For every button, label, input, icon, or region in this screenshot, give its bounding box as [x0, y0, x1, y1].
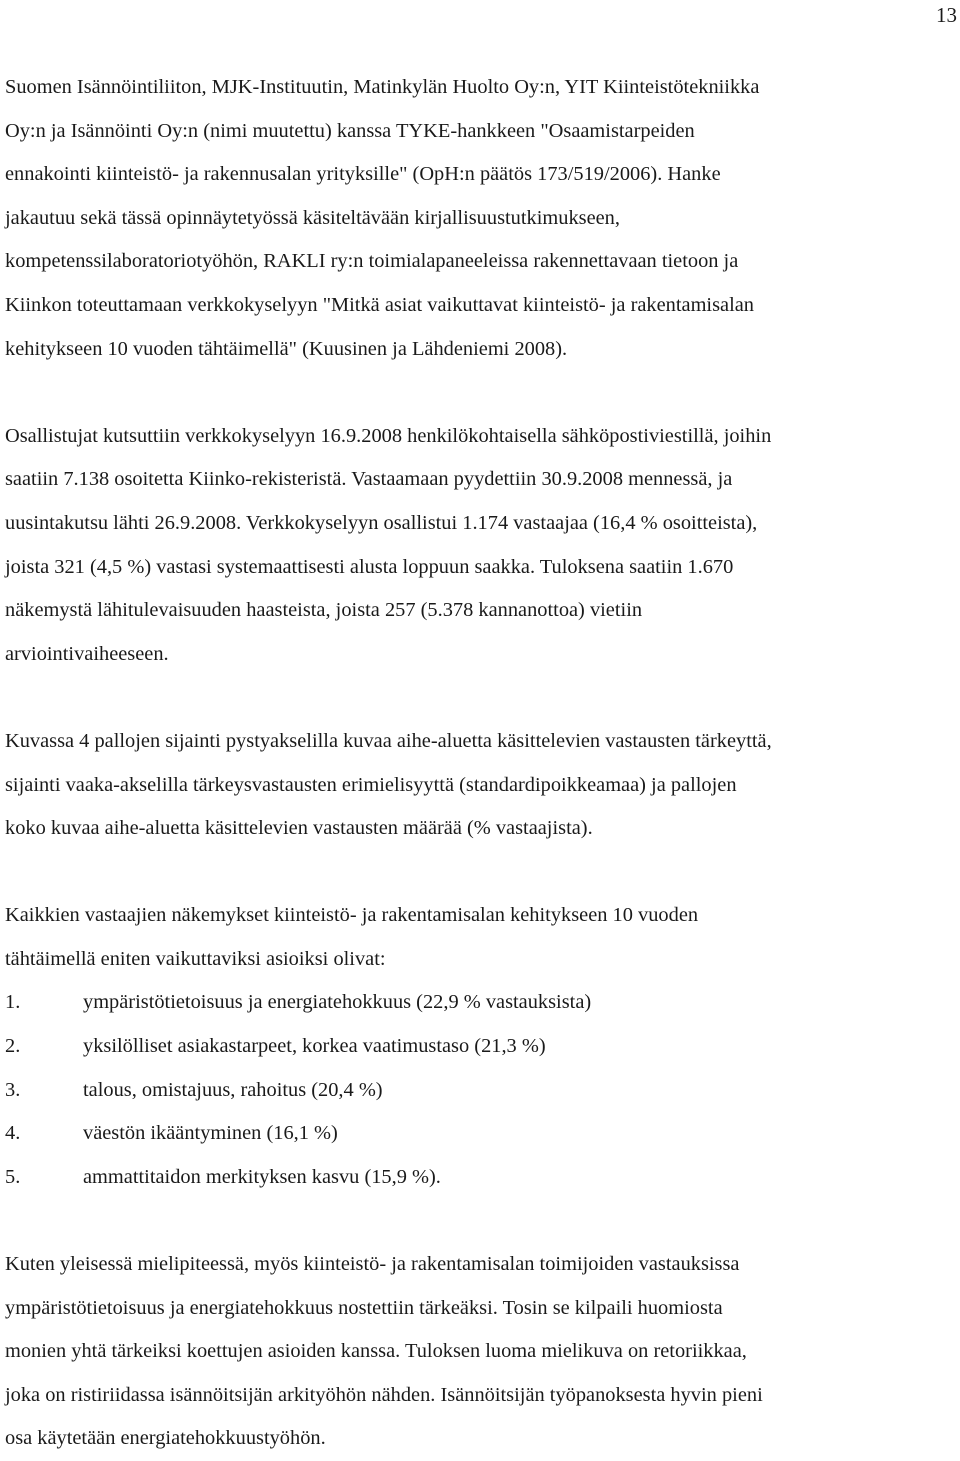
- list-item-text: yksilölliset asiakastarpeet, korkea vaatimustaso (21,3 %): [83, 1035, 546, 1058]
- page-number: 13: [936, 3, 957, 27]
- text-line: näkemystä lähitulevaisuuden haasteista, joista 257 (5.378 kannanottoa) vietiin: [5, 599, 643, 622]
- paragraph-conclusion: [5, 1243, 957, 1461]
- text-line: koko kuvaa aihe-aluetta käsittelevien vastausten määrää (% vastaajista).: [5, 817, 593, 840]
- list-item-number: 1.: [5, 991, 21, 1014]
- list-item-text: väestön ikääntyminen (16,1 %): [83, 1122, 338, 1145]
- paragraph-figure-description: [5, 720, 957, 851]
- text-line: Kuvassa 4 pallojen sijainti pystyakselilla kuvaa aihe-aluetta käsittelevien vastausten tärkeyttä,: [5, 729, 772, 752]
- list-item: [5, 1112, 957, 1156]
- list-item-number: 3.: [5, 1078, 21, 1101]
- list-item-number: 4.: [5, 1122, 21, 1145]
- ranked-factors-list: [5, 981, 957, 1199]
- list-item: [5, 981, 957, 1025]
- paragraph-list-intro: [5, 894, 957, 981]
- text-line: Kuten yleisessä mielipiteessä, myös kiinteistö- ja rakentamisalan toimijoiden vastauksissa: [5, 1253, 740, 1276]
- text-line: saatiin 7.138 osoitetta Kiinko-rekisteristä. Vastaamaan pyydettiin 30.9.2008 mennessä, ja: [5, 468, 733, 491]
- list-item-text: ympäristötietoisuus ja energiatehokkuus (22,9 % vastauksista): [83, 991, 592, 1014]
- text-line: monien yhtä tärkeiksi koettujen asioiden kanssa. Tuloksen luoma mielikuva on retoriikkaa,: [5, 1340, 747, 1363]
- list-item: [5, 1156, 957, 1200]
- list-item: [5, 1025, 957, 1069]
- text-line: osa käytetään energiatehokkuustyöhön.: [5, 1427, 326, 1450]
- text-line: Kiinkon toteuttamaan verkkokyselyyn "Mitkä asiat vaikuttavat kiinteistö- ja rakentamisalan: [5, 293, 754, 316]
- text-line: Kaikkien vastaajien näkemykset kiinteistö- ja rakentamisalan kehitykseen 10 vuoden: [5, 904, 699, 927]
- list-item-text: ammattitaidon merkityksen kasvu (15,9 %).: [83, 1165, 441, 1188]
- text-line: jakautuu sekä tässä opinnäytetyössä käsiteltävään kirjallisuustutkimukseen,: [5, 206, 620, 229]
- text-line: ympäristötietoisuus ja energiatehokkuus nostettiin tärkeäksi. Tosin se kilpaili huomiosta: [5, 1296, 723, 1319]
- text-line: joka on ristiriidassa isännöitsijän arkityöhön nähden. Isännöitsijän työpanoksesta hyvin pieni: [5, 1383, 763, 1406]
- paragraph-project-background: [5, 66, 957, 371]
- text-line: kehitykseen 10 vuoden tähtäimellä" (Kuusinen ja Lähdeniemi 2008).: [5, 337, 568, 360]
- page-content: [5, 66, 957, 1461]
- paragraph-survey-participation: [5, 415, 957, 677]
- list-item: [5, 1069, 957, 1113]
- text-line: arviointivaiheeseen.: [5, 642, 169, 665]
- list-item-number: 2.: [5, 1035, 21, 1058]
- text-line: sijainti vaaka-akselilla tärkeysvastausten erimielisyyttä (standardipoikkeamaa) ja pallojen: [5, 773, 737, 796]
- text-line: uusintakutsu lähti 26.9.2008. Verkkokyselyyn osallistui 1.174 vastaajaa (16,4 % osoitteista),: [5, 511, 758, 534]
- text-line: joista 321 (4,5 %) vastasi systemaattisesti alusta loppuun saakka. Tuloksena saatiin 1.670: [5, 555, 734, 578]
- list-item-number: 5.: [5, 1165, 21, 1188]
- text-line: Oy:n ja Isännöinti Oy:n (nimi muutettu) kanssa TYKE-hankkeen "Osaamistarpeiden: [5, 119, 695, 142]
- text-line: kompetenssilaboratoriotyöhön, RAKLI ry:n toimialapaneeleissa rakennettavaan tietoon ja: [5, 250, 739, 273]
- text-line: Suomen Isännöintiliiton, MJK-Instituutin, Matinkylän Huolto Oy:n, YIT Kiinteistötekniikka: [5, 76, 760, 98]
- text-line: tähtäimellä eniten vaikuttaviksi asioiksi olivat:: [5, 947, 386, 970]
- list-item-text: talous, omistajuus, rahoitus (20,4 %): [83, 1078, 383, 1101]
- text-line: Osallistujat kutsuttiin verkkokyselyyn 16.9.2008 henkilökohtaisella sähköpostiviestillä, joihin: [5, 424, 772, 447]
- text-line: ennakointi kiinteistö- ja rakennusalan yrityksille" (OpH:n päätös 173/519/2006). Hanke: [5, 163, 721, 186]
